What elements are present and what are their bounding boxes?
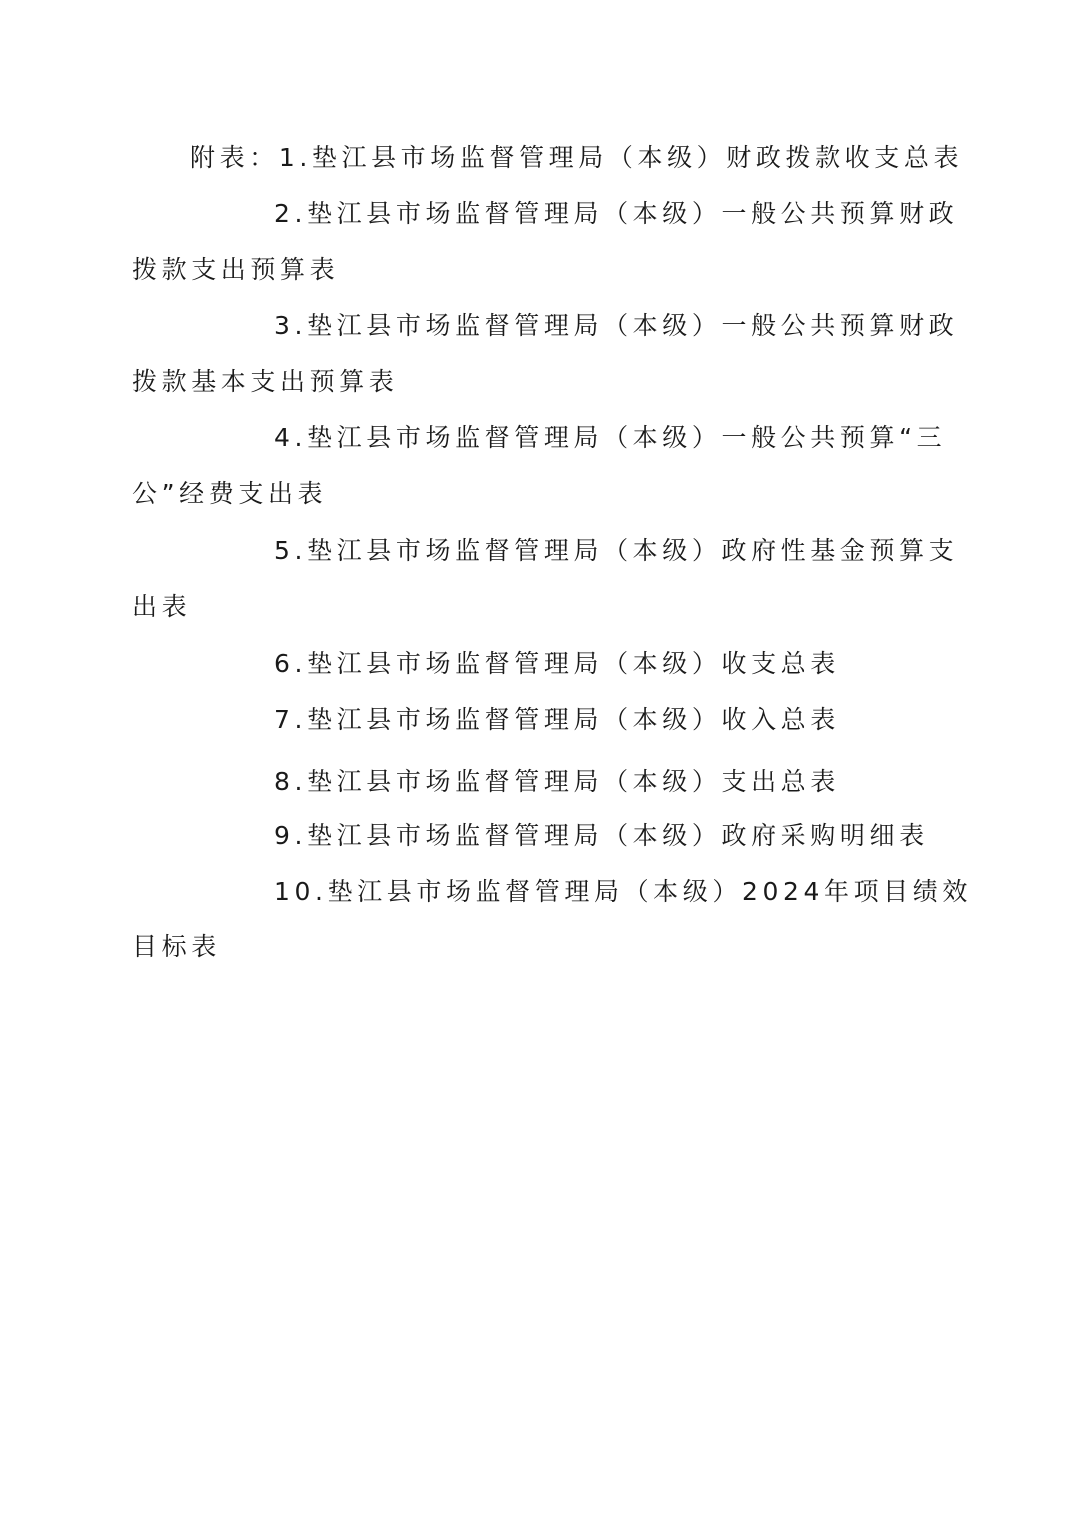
attachment-item-5	[274, 535, 958, 567]
item-number: 5.	[274, 536, 308, 565]
item-title: 垫江县市场监督管理局（本级）一般公共预算财政	[307, 199, 959, 228]
item-number: 4.	[274, 423, 308, 452]
item-number: 10.	[274, 877, 328, 906]
attachment-item-1	[190, 142, 963, 174]
attachment-item-10	[274, 876, 972, 908]
attachment-item-10-continuation: 目标表	[132, 932, 221, 961]
item-title: 垫江县市场监督管理局（本级）一般公共预算“三	[307, 423, 947, 452]
attachment-item-9	[274, 820, 929, 852]
attachment-item-8	[274, 766, 840, 798]
attachment-item-4-continuation: 公”经费支出表	[132, 479, 328, 508]
attachment-item-2	[274, 198, 958, 230]
item-number: 1.	[278, 143, 312, 172]
attachment-item-2-continuation: 拨款支出预算表	[132, 255, 340, 284]
item-title: 垫江县市场监督管理局（本级）一般公共预算财政	[307, 311, 959, 340]
item-number: 9.	[274, 821, 308, 850]
item-number: 2.	[274, 199, 308, 228]
attachment-item-3-continuation: 拨款基本支出预算表	[132, 367, 399, 396]
item-title: 垫江县市场监督管理局（本级）收支总表	[307, 649, 840, 678]
item-title: 垫江县市场监督管理局（本级）收入总表	[307, 705, 840, 734]
item-title: 垫江县市场监督管理局（本级）政府性基金预算支	[307, 536, 959, 565]
attachments-prefix: 附表：	[190, 143, 279, 172]
attachment-item-5-continuation: 出表	[132, 592, 192, 621]
item-number: 7.	[274, 705, 308, 734]
item-title: 垫江县市场监督管理局（本级）政府采购明细表	[307, 821, 929, 850]
item-title: 垫江县市场监督管理局（本级）财政拨款收支总表	[311, 143, 964, 172]
attachment-item-4	[274, 422, 946, 454]
item-number: 3.	[274, 311, 308, 340]
item-title: 垫江县市场监督管理局（本级）2024年项目绩效	[327, 877, 972, 906]
item-number: 8.	[274, 767, 308, 796]
attachment-item-3	[274, 310, 958, 342]
attachment-item-6	[274, 648, 840, 680]
attachment-item-7	[274, 704, 840, 736]
item-number: 6.	[274, 649, 308, 678]
item-title: 垫江县市场监督管理局（本级）支出总表	[307, 767, 840, 796]
